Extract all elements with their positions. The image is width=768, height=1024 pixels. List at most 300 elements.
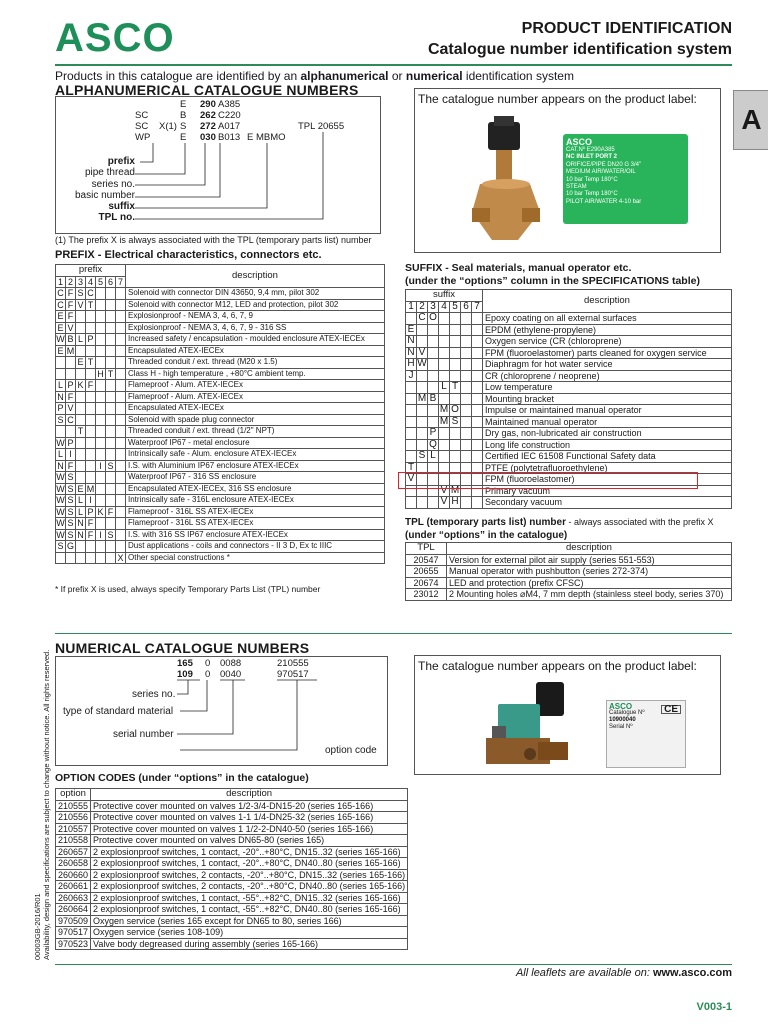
- suffix-col-number: 4: [439, 301, 450, 313]
- prefix-cell: [96, 483, 106, 495]
- suffix-cell: [439, 439, 450, 451]
- prefix-cell: S: [67, 472, 74, 482]
- prefix-cell: E: [57, 311, 64, 321]
- prefix-cell: I: [86, 495, 96, 507]
- prefix-row: [56, 518, 385, 530]
- option-description: Valve body degreased during assembly (series 165-166): [91, 938, 408, 950]
- option-description: 2 explosionproof switches, 1 contact, -55°..+82°C, DN15..32 (series 165-166): [91, 892, 408, 904]
- prefix-cell: [86, 541, 96, 553]
- tpl-number: 20674: [406, 577, 447, 589]
- prefix-row: [56, 449, 385, 461]
- prefix-cell: [76, 552, 86, 564]
- suffix-cell: [406, 451, 417, 463]
- prefix-cell: [116, 311, 126, 323]
- prefix-row: [56, 357, 385, 369]
- suffix-cell: O: [429, 312, 437, 323]
- prefix-cell: W: [56, 437, 65, 448]
- option-row: [56, 904, 408, 916]
- suffix-cell: [461, 382, 472, 394]
- code-prefix: SC: [135, 121, 149, 132]
- option-description: Oxygen service (series 108-109): [91, 927, 408, 939]
- label-line: CAT.Nº E290A385: [566, 147, 615, 153]
- suffix-col-number: 5: [450, 301, 461, 313]
- prefix-cell: [96, 472, 106, 484]
- label-logo: ASCO: [566, 137, 593, 147]
- footer-divider: [55, 964, 732, 965]
- code-prefix-x: X(1): [159, 121, 177, 132]
- prefix-cell: [76, 322, 86, 334]
- prefix-cell: C: [67, 414, 74, 425]
- prefix-cell: F: [66, 299, 76, 311]
- prefix-row: [56, 472, 385, 484]
- prefix-cell: K: [97, 506, 104, 517]
- prefix-description: Encapsulated ATEX-IECEx: [126, 345, 385, 357]
- footer-label: All leaflets are available on:: [515, 967, 653, 979]
- suffix-cell: C: [418, 312, 426, 323]
- suffix-cell: [472, 416, 483, 428]
- label-line: 10 bar Temp 180°C: [566, 176, 618, 183]
- prefix-cell: [96, 541, 106, 553]
- prefix-cell: N: [77, 529, 84, 540]
- option-row: [56, 835, 408, 847]
- prefix-col-number: 1: [56, 276, 66, 288]
- label-line: STEAM: [566, 184, 587, 191]
- prefix-cell: S: [77, 288, 84, 298]
- prefix-table: [55, 264, 385, 564]
- prefix-cell: [86, 460, 96, 472]
- prefix-cell: [116, 449, 126, 461]
- suffix-cell: [461, 313, 472, 325]
- suffix-cell: [406, 313, 417, 325]
- prefix-cell: [106, 288, 116, 300]
- prefix-cell: [106, 426, 116, 438]
- prefix-col-number: 2: [66, 276, 76, 288]
- suffix-cell: [439, 370, 450, 382]
- suffix-title: [405, 262, 700, 288]
- prefix-description: Threaded conduit / ext. thread (M20 x 1.5): [126, 357, 385, 369]
- prefix-cell: [106, 403, 116, 415]
- prefix-row: [56, 345, 385, 357]
- suffix-cell: [461, 370, 472, 382]
- prefix-row: [56, 437, 385, 449]
- prefix-cell: W: [56, 334, 65, 344]
- suffix-title-1: SUFFIX - Seal materials, manual operator etc.: [405, 262, 632, 274]
- suffix-description: Diaphragm for hot water service: [483, 359, 732, 371]
- tpl-row: [406, 577, 732, 589]
- prefix-cell: [106, 380, 116, 392]
- prefix-cell: [106, 518, 116, 530]
- suffix-cell: [461, 451, 472, 463]
- suffix-cell: [450, 359, 461, 371]
- prefix-cell: [56, 426, 66, 438]
- suffix-cell: [406, 428, 417, 440]
- side-note-text: Availability, design and specifications are subject to change without notice. All rights reserved.: [42, 649, 51, 960]
- option-row: [56, 869, 408, 881]
- prefix-cell: [76, 368, 86, 380]
- section-tab: A: [733, 90, 768, 150]
- prefix-col-number: 7: [116, 276, 126, 288]
- prefix-cell: W: [56, 483, 65, 494]
- prefix-cell: [96, 299, 106, 311]
- intro-bold: numerical: [405, 69, 463, 83]
- suffix-cell: S: [417, 451, 428, 463]
- option-row: [56, 812, 408, 824]
- prefix-cell: S: [67, 529, 74, 540]
- option-row: [56, 927, 408, 939]
- suffix-cell: H: [451, 496, 459, 507]
- prefix-description: Solenoid with connector M12, LED and protection, pilot 302: [126, 299, 385, 311]
- prefix-cell: W: [56, 506, 65, 517]
- tpl-row: [406, 589, 732, 601]
- prefix-cell: M: [86, 483, 95, 494]
- suffix-description: Impulse or maintained manual operator: [483, 405, 732, 417]
- prefix-cell: [76, 541, 86, 553]
- prefix-cell: [66, 426, 76, 438]
- code-basic: B013: [218, 132, 241, 143]
- prefix-description: Encapsulated ATEX-IECEx: [126, 403, 385, 415]
- code-thread: B: [180, 110, 187, 121]
- prefix-cell: C: [57, 299, 64, 310]
- option-description: Oxygen service (series 165 except for DN65 to 80, series 166): [91, 915, 408, 927]
- prefix-cell: G: [66, 541, 74, 551]
- prefix-cell: F: [106, 506, 116, 518]
- prefix-cell: S: [67, 483, 74, 494]
- prefix-cell: [86, 311, 96, 323]
- code-tpl: TPL 20655: [298, 121, 345, 132]
- suffix-highlight-box: [398, 472, 698, 489]
- suffix-cell: [472, 336, 483, 348]
- prefix-cell: V: [67, 403, 74, 413]
- option-description: Protective cover mounted on valves 1 1/2-2-DN40-50 (series 165-166): [91, 823, 408, 835]
- prefix-cell: F: [66, 460, 76, 472]
- prefix-cell: [106, 334, 116, 346]
- label-logo: ASCO: [609, 702, 633, 711]
- prefix-title: PREFIX - Electrical characteristics, connectors etc.: [55, 249, 322, 261]
- suffix-cell: [461, 416, 472, 428]
- suffix-cell: [428, 324, 439, 336]
- prefix-cell: T: [76, 426, 86, 438]
- suffix-cell: L: [428, 451, 439, 463]
- prefix-cell: [116, 518, 126, 530]
- suffix-description: Mounting bracket: [483, 393, 732, 405]
- suffix-description: FPM (fluoroelastomer): [483, 474, 732, 486]
- code-thread: E: [180, 132, 187, 143]
- prefix-cell: [106, 541, 116, 553]
- suffix-cell: H: [407, 358, 415, 369]
- prefix-cell: C: [57, 288, 64, 298]
- option-description: 2 explosionproof switches, 2 contacts, -20°..+80°C, DN40..80 (series 165-166): [91, 881, 408, 893]
- prefix-row: [56, 529, 385, 541]
- label-line: Serial Nº: [609, 724, 633, 730]
- suffix-row: [406, 416, 732, 428]
- suffix-cell: [428, 347, 439, 359]
- suffix-cell: [417, 416, 428, 428]
- label-line: ORIFICE/PIPE DN20 G 3/4": [566, 161, 642, 168]
- prefix-cell: N: [77, 518, 84, 528]
- num-material: 0: [205, 658, 211, 669]
- suffix-row: [406, 451, 732, 463]
- prefix-description: Flameproof - 316L SS ATEX-IECEx: [126, 518, 385, 530]
- prefix-cell: P: [67, 380, 74, 390]
- suffix-cell: [461, 439, 472, 451]
- prefix-cell: F: [86, 518, 96, 530]
- prefix-cell: [96, 345, 106, 357]
- suffix-cell: [428, 416, 439, 428]
- suffix-cell: [450, 324, 461, 336]
- suffix-cell: [461, 497, 472, 509]
- prefix-cell: [96, 552, 106, 564]
- tpl-col-header: TPL: [406, 543, 447, 555]
- suffix-cell: [472, 451, 483, 463]
- page-reference: V003-1: [696, 1001, 732, 1013]
- intro-part: or: [388, 69, 406, 83]
- code-thread: S: [180, 121, 187, 132]
- suffix-description: PTFE (polytetrafluoroethylene): [483, 462, 732, 474]
- section-divider: [55, 633, 732, 634]
- prefix-cell: S: [107, 460, 114, 471]
- suffix-cell: [428, 405, 439, 417]
- suffix-row: [406, 370, 732, 382]
- suffix-cell: [428, 382, 439, 394]
- suffix-cell: [417, 324, 428, 336]
- prefix-description: I.S. with 316 SS IP67 enclosure ATEX-IECEx: [126, 529, 385, 541]
- prefix-cell: [106, 483, 116, 495]
- prefix-cell: [86, 414, 96, 426]
- suffix-cell: [472, 428, 483, 440]
- code-basic: A017: [218, 121, 241, 132]
- suffix-cell: [450, 451, 461, 463]
- prefix-cell: [106, 391, 116, 403]
- tpl-description: LED and protection (prefix CFSC): [447, 577, 732, 589]
- tpl-number: 20547: [406, 554, 447, 566]
- suffix-cell: W: [417, 358, 427, 369]
- prefix-cell: [86, 437, 96, 449]
- prefix-cell: N: [57, 391, 64, 402]
- label-tpl-no: TPL no.: [98, 212, 135, 224]
- prefix-cell: [116, 299, 126, 311]
- label-pipe-thread: pipe thread: [84, 167, 135, 179]
- option-code: 970523: [56, 938, 91, 950]
- prefix-cell: W: [56, 518, 65, 528]
- tpl-title-2: (under “options” in the catalogue): [405, 530, 568, 541]
- label-suffix: suffix: [108, 201, 135, 213]
- suffix-cell: V: [417, 347, 428, 359]
- intro-text: [55, 69, 574, 83]
- prefix-cell: W: [56, 529, 65, 540]
- prefix-cell: [116, 426, 126, 438]
- prefix-cell: [116, 334, 126, 346]
- prefix-cell: X: [117, 552, 124, 563]
- option-code: 260661: [56, 881, 91, 893]
- intro-part: Products in this catalogue are identified by an: [55, 69, 301, 83]
- prefix-cell: W: [56, 495, 65, 505]
- prefix-cell: E: [77, 483, 84, 494]
- suffix-cell: S: [450, 416, 461, 428]
- suffix-title-2: (under the “options” column in the SPECIFICATIONS table): [405, 275, 700, 287]
- suffix-row: [406, 393, 732, 405]
- prefix-description: Flameproof - Alum. ATEX-IECEx: [126, 391, 385, 403]
- options-col-header: option: [56, 789, 91, 801]
- prefix-cell: V: [67, 322, 74, 333]
- suffix-col-number: 7: [472, 301, 483, 313]
- tpl-description: Manual operator with pushbutton (series 272-374): [447, 566, 732, 578]
- prefix-description: Explosionproof - NEMA 3, 4, 6, 7, 9 - 316 SS: [126, 322, 385, 334]
- suffix-cell: [417, 439, 428, 451]
- label-line: NC INLET PORT 2: [566, 154, 618, 161]
- prefix-cell: [116, 345, 126, 357]
- prefix-row: [56, 483, 385, 495]
- option-description: 2 explosionproof switches, 1 contact, -20°..+80°C, DN15..32 (series 165-166): [91, 846, 408, 858]
- suffix-description: Epoxy coating on all external surfaces: [483, 313, 732, 325]
- prefix-cell: [86, 426, 96, 438]
- suffix-cell: [472, 382, 483, 394]
- prefix-cell: [116, 460, 126, 472]
- tpl-row: [406, 554, 732, 566]
- options-desc-header: description: [91, 789, 408, 801]
- prefix-cell: [76, 403, 86, 415]
- suffix-cell: V: [406, 474, 417, 486]
- tpl-desc-header: description: [447, 543, 732, 555]
- tpl-title: [405, 516, 714, 542]
- option-description: 2 explosionproof switches, 2 contacts, -20°..+80°C, DN15..32 (series 165-166): [91, 869, 408, 881]
- prefix-row: [56, 368, 385, 380]
- prefix-cell: [106, 345, 116, 357]
- prefix-cell: [96, 311, 106, 323]
- prefix-description: Other special constructions *: [126, 552, 385, 564]
- label-basic-number: basic number: [74, 189, 135, 201]
- prefix-description: Solenoid with connector DIN 43650, 9,4 mm, pilot 302: [126, 288, 385, 300]
- suffix-cell: [439, 324, 450, 336]
- prefix-cell: [106, 472, 116, 484]
- code-series: 272: [200, 121, 216, 132]
- suffix-cell: [450, 439, 461, 451]
- option-row: [56, 823, 408, 835]
- prefix-cell: [106, 552, 116, 564]
- suffix-cell: [439, 336, 450, 348]
- prefix-cell: [76, 460, 86, 472]
- suffix-description: Primary vacuum: [483, 485, 732, 497]
- suffix-cell: [461, 428, 472, 440]
- suffix-cell: [406, 416, 417, 428]
- num-serial: 0088: [220, 658, 242, 669]
- prefix-cell: [86, 552, 96, 564]
- suffix-cell: [461, 336, 472, 348]
- option-code: 210556: [56, 812, 91, 824]
- prefix-description: I.S. with Aluminium IP67 enclosure ATEX-IECEx: [126, 460, 385, 472]
- footer-site-link[interactable]: www.asco.com: [652, 967, 732, 979]
- prefix-cell: I: [96, 460, 106, 472]
- suffix-description: Dry gas, non-lubricated air construction: [483, 428, 732, 440]
- prefix-row: [56, 426, 385, 438]
- label-serial-number: serial number: [113, 729, 174, 740]
- label-material-type: type of standard material: [63, 706, 174, 717]
- suffix-row: [406, 324, 732, 336]
- suffix-cell: [472, 405, 483, 417]
- option-code: 210555: [56, 800, 91, 812]
- tpl-description: Version for external pilot air supply (series 551-553): [447, 554, 732, 566]
- suffix-col-number: 1: [406, 301, 417, 313]
- suffix-row: [406, 428, 732, 440]
- prefix-cell: [106, 449, 116, 461]
- num-series: 109: [177, 669, 193, 680]
- alpha-labels: [55, 156, 135, 224]
- prefix-row: [56, 460, 385, 472]
- suffix-cell: [417, 370, 428, 382]
- suffix-col-number: 3: [428, 301, 439, 313]
- prefix-cell: P: [67, 437, 74, 448]
- suffix-description: Certified IEC 61508 Functional Safety data: [483, 451, 732, 463]
- asco-logo: [55, 18, 185, 56]
- footer-text: [516, 967, 732, 979]
- prefix-col-number: 4: [86, 276, 96, 288]
- suffix-cell: [472, 370, 483, 382]
- numerical-title: NUMERICAL CATALOGUE NUMBERS: [55, 640, 310, 656]
- num-series: 165: [177, 658, 193, 669]
- suffix-cell: [439, 313, 450, 325]
- prefix-cell: [86, 403, 96, 415]
- valve-image-1: [470, 112, 555, 247]
- tpl-table: [405, 542, 732, 601]
- option-row: [56, 846, 408, 858]
- prefix-cell: [116, 472, 126, 484]
- num-material: 0: [205, 669, 211, 680]
- prefix-cell: L: [56, 380, 66, 392]
- suffix-cell: [472, 324, 483, 336]
- prefix-group-header: prefix: [56, 265, 126, 277]
- code-basic: A385: [218, 99, 241, 110]
- prefix-cell: C: [87, 288, 94, 298]
- prefix-cell: L: [76, 334, 86, 346]
- suffix-cell: [439, 359, 450, 371]
- suffix-cell: [406, 497, 417, 509]
- tpl-number: 20655: [406, 566, 447, 578]
- tpl-description: 2 Mounting holes ⌀M4, 7 mm depth (stainless steel body, series 370): [447, 589, 732, 601]
- suffix-cell: N: [407, 335, 415, 346]
- prefix-description: Intrinsically safe - 316L enclosure ATEX-IECEx: [126, 495, 385, 507]
- options-title: OPTION CODES (under “options” in the catalogue): [55, 772, 309, 784]
- page-subtitle: Catalogue number identification system: [427, 41, 732, 58]
- suffix-cell: [461, 359, 472, 371]
- prefix-cell: W: [56, 472, 65, 482]
- prefix-cell: [106, 299, 116, 311]
- num-option: 210555: [277, 658, 309, 669]
- option-code: 260663: [56, 892, 91, 904]
- prefix-cell: [106, 414, 116, 426]
- option-code: 970517: [56, 927, 91, 939]
- suffix-cell: J: [406, 370, 417, 382]
- option-code: 260657: [56, 846, 91, 858]
- suffix-row: [406, 336, 732, 348]
- prefix-cell: B: [67, 334, 74, 344]
- prefix-footnote: * If prefix X is used, always specify Temporary Parts List (TPL) number: [55, 584, 321, 594]
- prefix-cell: [76, 345, 86, 357]
- prefix-cell: [116, 380, 126, 392]
- suffix-cell: [461, 347, 472, 359]
- prefix-cell: F: [66, 391, 76, 403]
- suffix-cell: [472, 497, 483, 509]
- option-description: 2 explosionproof switches, 1 contact, -55°..+82°C, DN40..80 (series 165-166): [91, 904, 408, 916]
- prefix-cell: [116, 288, 126, 300]
- suffix-cell: [417, 428, 428, 440]
- prefix-description: Intrinsically safe - Alum. enclosure ATEX-IECEx: [126, 449, 385, 461]
- prefix-description: Increased safety / encapsulation - moulded enclosure ATEX-IECEx: [126, 334, 385, 346]
- suffix-cell: T: [450, 382, 461, 394]
- suffix-cell: M: [450, 484, 460, 496]
- prefix-row: [56, 414, 385, 426]
- prefix-cell: I: [66, 449, 76, 461]
- code-series: 290: [200, 99, 216, 110]
- prefix-desc-header: description: [126, 265, 385, 288]
